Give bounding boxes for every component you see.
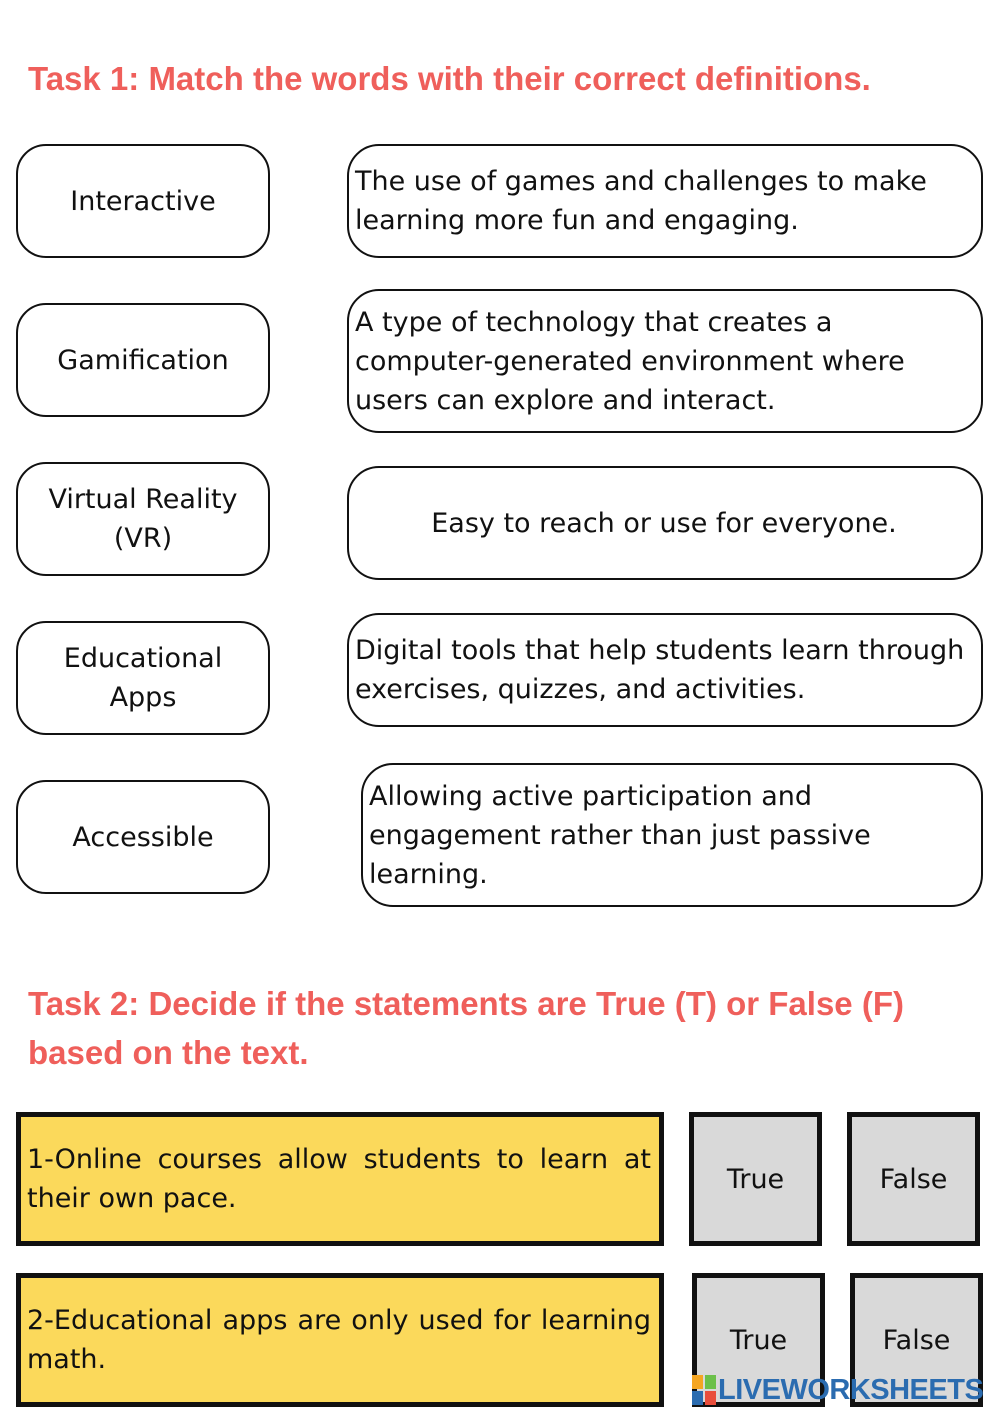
statement-2: [16, 1273, 664, 1407]
definition-card-2[interactable]: [347, 289, 983, 433]
liveworksheets-logo: [692, 1372, 983, 1408]
option-label: False: [879, 1163, 948, 1195]
statement-text: 1-Online courses allow students to learn at their own pace.: [27, 1144, 651, 1214]
definition-text: Easy to reach or use for everyone.: [431, 507, 897, 539]
word-card-interactive[interactable]: [16, 144, 270, 258]
statement-1-false-button[interactable]: [847, 1112, 980, 1246]
statement-1: [16, 1112, 664, 1246]
definition-text: The use of games and challenges to make learning more fun and engaging.: [355, 166, 927, 236]
definition-card-5[interactable]: [361, 763, 983, 907]
statement-1-true-button[interactable]: [689, 1112, 822, 1246]
definition-text: Digital tools that help students learn through exercises, quizzes, and activities.: [355, 635, 965, 705]
task1-heading: Task 1: Match the words with their correct definitions.: [28, 60, 871, 97]
word-card-gamification[interactable]: [16, 303, 270, 417]
option-label: False: [882, 1324, 951, 1356]
word-card-accessible[interactable]: [16, 780, 270, 894]
word-card-virtual-reality[interactable]: [16, 462, 270, 576]
definition-card-3[interactable]: [347, 466, 983, 580]
definition-card-1[interactable]: [347, 144, 983, 258]
definition-card-4[interactable]: [347, 613, 983, 727]
word-label: Educational Apps: [63, 643, 223, 713]
word-label: Gamification: [57, 344, 229, 376]
statement-text: 2-Educational apps are only used for learning math.: [27, 1305, 651, 1375]
liveworksheets-logo-text: LIVEWORKSHEETS: [718, 1373, 984, 1406]
definition-text: A type of technology that creates a computer-generated environment where users can explore and interact.: [355, 306, 905, 416]
task2-heading: Task 2: Decide if the statements are True (T) or False (F) based on the text.: [28, 985, 904, 1071]
word-label: Accessible: [72, 821, 214, 853]
word-card-educational-apps[interactable]: [16, 621, 270, 735]
word-label: Interactive: [70, 185, 216, 217]
definition-text: Allowing active participation and engagement rather than just passive learning.: [369, 780, 871, 890]
option-label: True: [729, 1324, 788, 1356]
option-label: True: [726, 1163, 785, 1195]
liveworksheets-logo-icon: [692, 1375, 716, 1405]
word-label: Virtual Reality (VR): [48, 484, 238, 554]
